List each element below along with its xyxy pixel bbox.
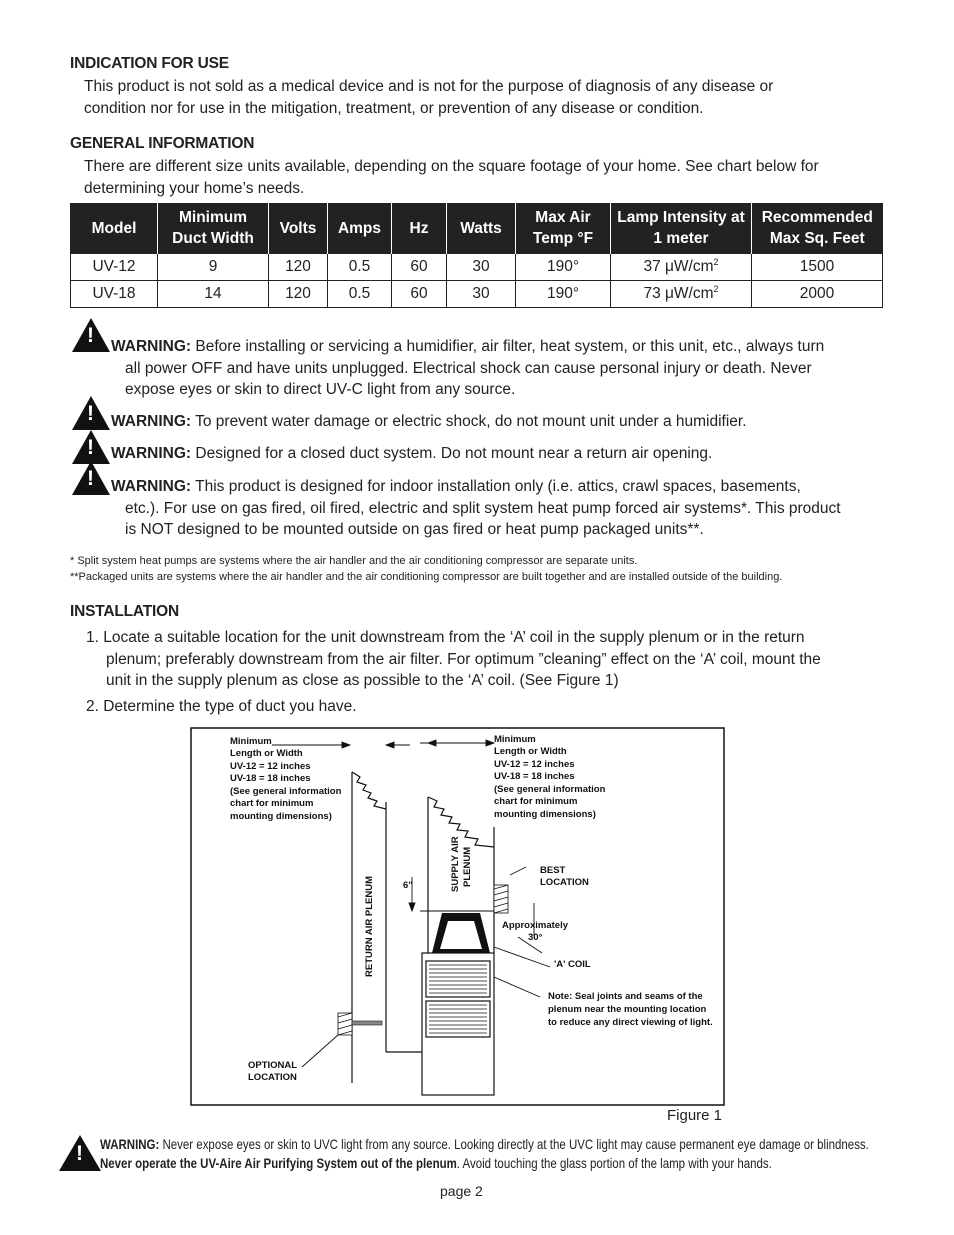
cell: UV-18 (71, 281, 158, 308)
seal-note: to reduce any direct viewing of light. (548, 1017, 713, 1028)
fig-label: (See general information (494, 784, 606, 795)
indication-line: condition nor for use in the mitigation, treatment, or prevention of any disease or condition. (84, 99, 704, 117)
cell: UV-12 (71, 254, 158, 281)
fig-label: UV-12 = 12 inches (230, 761, 311, 772)
header-watts: Watts (447, 203, 516, 254)
best-location-marker (494, 885, 508, 913)
cell: 30 (447, 254, 516, 281)
cell: 37 $\mu W/cm^2$ (611, 254, 752, 281)
table-header-row (71, 203, 883, 254)
warning-icon: ! (72, 430, 110, 464)
fig-label: chart for minimum (494, 796, 578, 807)
footnote-split: * Split system heat pumps are systems where the air handler and the air conditioning compressor are separate units. (70, 555, 638, 567)
header-model: Model (71, 203, 158, 254)
cell: 73 $\mu W/cm^2$ (611, 281, 752, 308)
optional-location-label: OPTIONAL (248, 1060, 298, 1071)
cell: 2000 (752, 281, 883, 308)
figure-caption: Figure 1 (667, 1107, 723, 1124)
figure-1-diagram (190, 727, 725, 1106)
cell: 190° (516, 281, 611, 308)
bottom-warning: WARNING: Never expose eyes or skin to UVC light from any source. Looking directly at the UVC light may cause permanent eye damage or blindness. Never operate the UV-Aire Air Purifying System out of the plenum. Avoid touching the glass portion of the lamp with your hands. (100, 1136, 869, 1171)
fig-label: chart for minimum (230, 798, 314, 809)
fig-label: Length or Width (230, 748, 303, 759)
cell: 9 (158, 254, 269, 281)
best-location-label: BEST (540, 865, 566, 876)
header-lamp: Lamp Intensity at 1 meter (611, 203, 752, 254)
fig-label: UV-18 = 18 inches (230, 773, 311, 784)
six-inch-label: 6" (403, 880, 413, 891)
approx-label: 30° (528, 932, 543, 943)
table-row (71, 254, 883, 281)
cell: 30 (447, 281, 516, 308)
page-number: page 2 (440, 1183, 483, 1199)
supply-plenum-label: PLENUM (462, 846, 473, 887)
fig-label: Minimum (230, 736, 272, 747)
return-plenum-label: RETURN AIR PLENUM (364, 876, 375, 977)
warning-3: WARNING: Designed for a closed duct system. Do not mount near a return air opening. (111, 445, 713, 462)
installation-heading: INSTALLATION (70, 603, 179, 620)
general-line: There are different size units available, depending on the square footage of your home. See chart below for (84, 158, 819, 175)
cell: 14 (158, 281, 269, 308)
optional-location-label: LOCATION (248, 1072, 297, 1083)
warning-icon: ! (72, 318, 110, 352)
cell: 120 (269, 281, 328, 308)
installation-step-2: 2. Determine the type of duct you have. (86, 698, 357, 715)
indication-line: This product is not sold as a medical device and is not for the purpose of diagnosis of any disease or (84, 78, 774, 95)
cell: 0.5 (328, 281, 392, 308)
indication-text (84, 76, 904, 119)
fig-label: mounting dimensions) (230, 811, 332, 822)
fig-label: Minimum (494, 734, 536, 745)
warning-4: WARNING: This product is designed for indoor installation only (i.e. attics, crawl spaces, basements, etc.). For use on gas fired, oil fired, electric and split system heat pump forced air systems*. This product is NOT designed to be mounted outside on gas fired or heat pump packaged units**. (111, 478, 841, 538)
cell: 0.5 (328, 254, 392, 281)
fig-label: (See general information (230, 786, 342, 797)
fig-label: Length or Width (494, 746, 567, 757)
cell: 60 (392, 254, 447, 281)
indication-heading: INDICATION FOR USE (70, 55, 229, 72)
header-min-duct: Minimum Duct Width (158, 203, 269, 254)
warning-icon: ! (72, 461, 110, 495)
spec-table (70, 203, 883, 308)
supply-plenum-label: SUPPLY AIR (450, 836, 461, 892)
header-max-air: Max Air Temp °F (516, 203, 611, 254)
warning-icon: ! (59, 1135, 101, 1171)
footnote-packaged: **Packaged units are systems where the air handler and the air conditioning compressor are built together and are installed outside of the building. (70, 571, 783, 583)
fig-label: UV-12 = 12 inches (494, 759, 575, 770)
general-text (84, 156, 904, 199)
warning-1: WARNING: Before installing or servicing a humidifier, air filter, heat system, or this unit, etc., always turn all power OFF and have units unplugged. Electrical shock can cause personal injury or death. Never expose eyes or skin to direct UV-C light from any source. (111, 338, 825, 398)
warning-icon: ! (72, 396, 110, 430)
header-hz: Hz (392, 203, 447, 254)
cell: 1500 (752, 254, 883, 281)
cell: 190° (516, 254, 611, 281)
table-row (71, 281, 883, 308)
a-coil-label: 'A' COIL (554, 959, 591, 970)
header-amps: Amps (328, 203, 392, 254)
warning-2: WARNING: To prevent water damage or electric shock, do not mount unit under a humidifier. (111, 413, 747, 430)
installation-step-1: 1. Locate a suitable location for the unit downstream from the ‘A’ coil in the supply plenum or in the return plenum; preferably downstream from the air filter. For optimum ”cleaning” effect on the ‘A’ coil, mount the unit in the supply plenum as close as possible to the ‘A’ coil. (See Figure 1) (86, 629, 821, 689)
approx-label: Approximately (502, 920, 568, 931)
fig-label: mounting dimensions) (494, 809, 596, 820)
general-heading: GENERAL INFORMATION (70, 135, 255, 152)
cell: 60 (392, 281, 447, 308)
seal-note: Note: Seal joints and seams of the (548, 991, 703, 1002)
fig-label: UV-18 = 18 inches (494, 771, 575, 782)
header-volts: Volts (269, 203, 328, 254)
general-line: determining your home’s needs. (84, 179, 305, 197)
best-location-label: LOCATION (540, 877, 589, 888)
header-recommended: Recommended Max Sq. Feet (752, 203, 883, 254)
seal-note: plenum near the mounting location (548, 1004, 707, 1015)
cell: 120 (269, 254, 328, 281)
